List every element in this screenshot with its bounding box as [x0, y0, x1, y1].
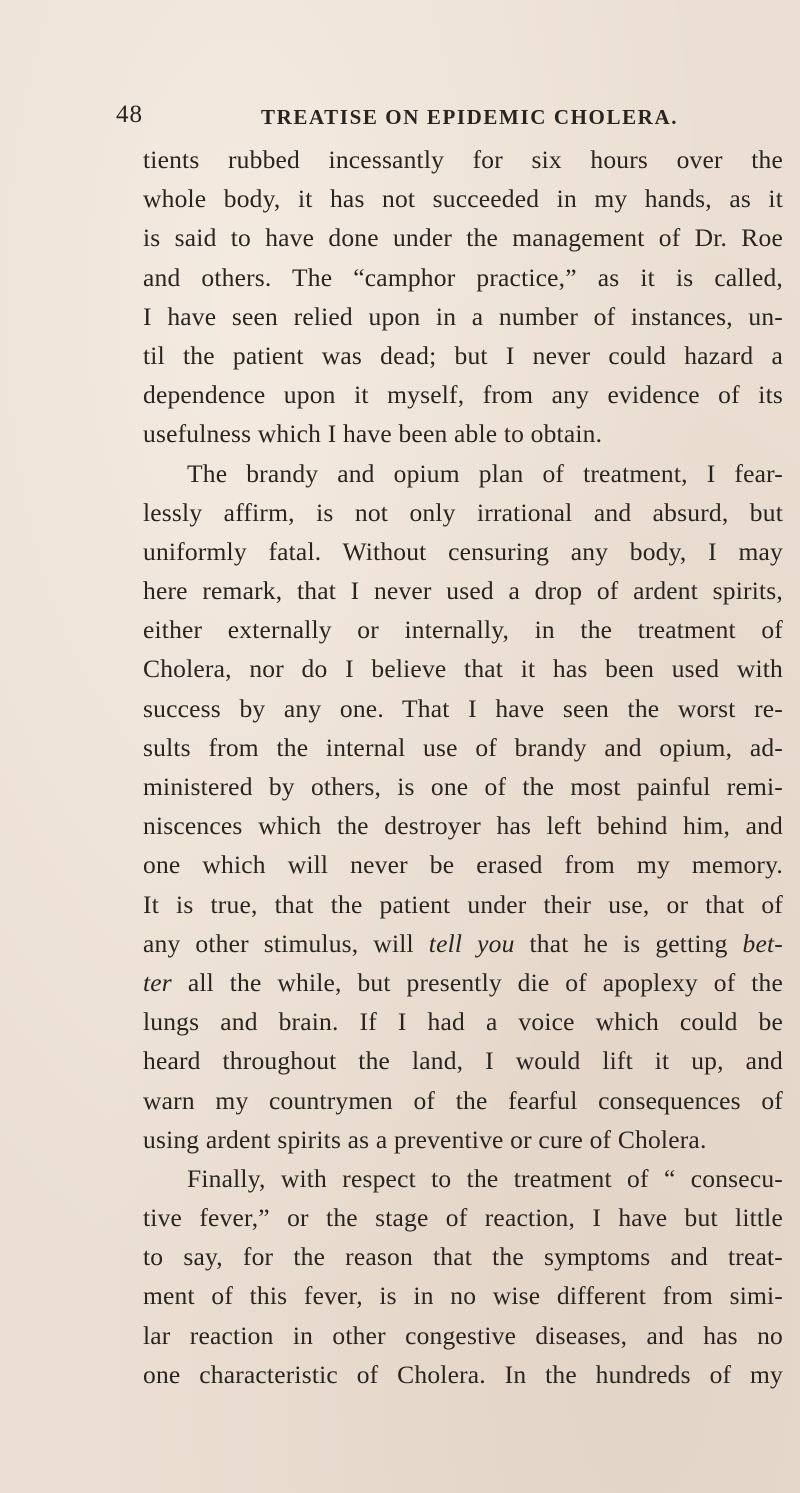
text-line: is said to have done under the management of Dr. Roe	[143, 223, 783, 253]
text-line: one which will never be erased from my memory.	[143, 850, 783, 880]
text-line: warn my countrymen of the fearful consequences of	[143, 1085, 783, 1115]
text-line-with-italics	[143, 963, 783, 1002]
text-line: niscences which the destroyer has left behind him, and	[143, 811, 783, 841]
text-line: I have seen relied upon in a number of instances, un-	[143, 301, 783, 331]
text-line: success by any one. That I have seen the worst re-	[143, 693, 783, 723]
text-line: Cholera, nor do I believe that it has been used with	[143, 654, 783, 684]
text-line: tive fever,” or the stage of reaction, I have but little	[143, 1203, 783, 1233]
body-text	[143, 140, 783, 1394]
text-line: lessly affirm, is not only irrational and absurd, but	[143, 497, 783, 527]
text-line: sults from the internal use of brandy and opium, ad-	[143, 732, 783, 762]
page-header	[116, 101, 716, 135]
paragraph-end-line: usefulness which I have been able to obtain.	[143, 419, 603, 449]
text-line: ment of this fever, is in no wise different from simi-	[143, 1281, 783, 1311]
text-line: lar reaction in other congestive diseases, and has no	[143, 1320, 783, 1350]
text-line: here remark, that I never used a drop of ardent spirits,	[143, 576, 783, 606]
paragraph-start-line: The brandy and opium plan of treatment, I fear-	[187, 458, 783, 488]
text-line: uniformly fatal. Without censuring any body, I may	[143, 536, 783, 566]
text-line: tients rubbed incessantly for six hours over the	[143, 145, 783, 174]
text-line: and others. The “camphor practice,” as it is called,	[143, 262, 783, 292]
text-line: lungs and brain. If I had a voice which could be	[143, 1007, 783, 1037]
text-segment: any other stimulus, will	[143, 928, 414, 958]
text-line: It is true, that the patient under their use, or that of	[143, 889, 783, 919]
running-title: TREATISE ON EPIDEMIC CHOLERA.	[261, 105, 679, 129]
text-segment: that he is getting	[529, 928, 728, 958]
paragraph-start-line: Finally, with respect to the treatment of “ consecu-	[187, 1163, 783, 1193]
text-line: to say, for the reason that the symptoms and treat-	[143, 1242, 783, 1272]
text-line-with-italics	[143, 924, 783, 963]
text-line: one characteristic of Cholera. In the hundreds of my	[143, 1359, 783, 1389]
text-line: ministered by others, is one of the most painful remi-	[143, 772, 783, 801]
paragraph-end-line: using ardent spirits as a preventive or cure of Cholera.	[143, 1124, 707, 1154]
text-line: either externally or internally, in the treatment of	[143, 615, 783, 645]
text-line: til the patient was dead; but I never could hazard a	[143, 340, 783, 370]
page-number: 48	[116, 101, 143, 128]
text-line: heard throughout the land, I would lift it up, and	[143, 1046, 783, 1076]
text-line: dependence upon it myself, from any evidence of its	[143, 380, 783, 410]
italic-text: tell you	[428, 928, 515, 958]
italic-text: ter	[143, 967, 172, 997]
text-line: whole body, it has not succeeded in my hands, as it	[143, 184, 783, 214]
text-segment: all the while, but presently die of apoplexy of the	[187, 967, 784, 997]
italic-text: bet-	[742, 928, 783, 958]
